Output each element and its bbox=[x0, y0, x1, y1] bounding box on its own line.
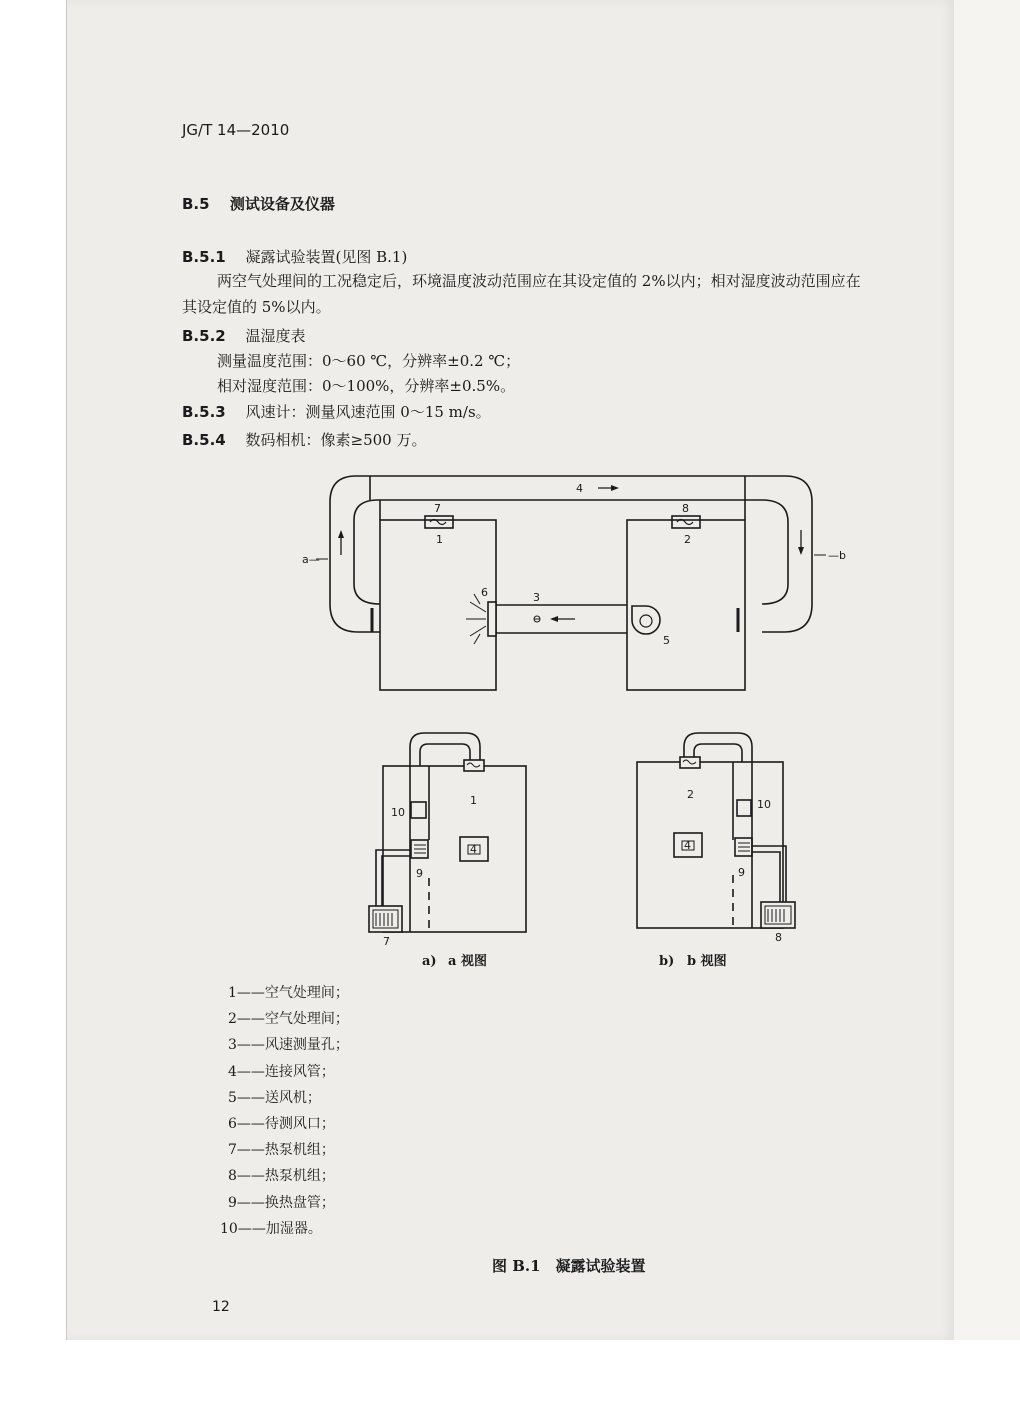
label-10: 10 bbox=[391, 806, 405, 819]
view-a-caption: a 视图 bbox=[448, 954, 487, 969]
label-9: 9 bbox=[738, 866, 745, 879]
legend-item: 4——连接风管； bbox=[228, 1063, 335, 1080]
legend-item: 8——热泵机组； bbox=[228, 1168, 335, 1185]
section-number: B.5 bbox=[182, 195, 210, 213]
clause-number: B.5.3 bbox=[182, 403, 226, 421]
section-title: 测试设备及仪器 bbox=[229, 195, 335, 213]
view-a-letter: a) bbox=[422, 954, 437, 969]
legend-item: 3——风速测量孔； bbox=[228, 1037, 349, 1054]
clause-number: B.5.1 bbox=[182, 248, 226, 266]
legend-item: 5——送风机； bbox=[228, 1089, 321, 1106]
label-6: 6 bbox=[481, 586, 488, 599]
figure-caption: 图 B.1 凝露试验装置 bbox=[492, 1257, 646, 1275]
clause-b51-text: 两空气处理间的工况稳定后，环境温度波动范围应在其设定值的 2%以内；相对湿度波动范围应在 bbox=[217, 272, 861, 290]
heat-pump-fan-7-icon bbox=[425, 516, 453, 528]
label-2: 2 bbox=[684, 533, 691, 546]
label-9: 9 bbox=[416, 867, 423, 880]
label-a: a— bbox=[302, 553, 320, 566]
connecting-duct bbox=[330, 476, 812, 632]
clause-b52-text2: 相对湿度范围：0～100%，分辨率±0.5%。 bbox=[217, 377, 516, 395]
legend-item: 1——空气处理间； bbox=[228, 985, 349, 1001]
legend-item: 2——空气处理间； bbox=[228, 1011, 349, 1028]
blower-icon bbox=[632, 606, 660, 634]
page-number: 12 bbox=[212, 1299, 230, 1315]
label-2: 2 bbox=[687, 788, 694, 801]
heat-exchange-coil-icon bbox=[735, 838, 752, 856]
clause-b52-text: 测量温度范围：0～60 ℃，分辨率±0.2 ℃； bbox=[217, 352, 521, 370]
label-3: 3 bbox=[533, 591, 540, 604]
view-b-caption: b 视图 bbox=[687, 954, 727, 969]
air-velocity-hole-icon bbox=[534, 616, 540, 622]
clause-b51-text-cont: 其设定值的 5%以内。 bbox=[182, 298, 331, 316]
view-b bbox=[637, 733, 795, 928]
label-4: 4 bbox=[684, 839, 691, 852]
legend-item: 10——加湿器。 bbox=[220, 1220, 322, 1237]
humidifier-icon bbox=[411, 802, 426, 818]
label-7: 7 bbox=[383, 935, 390, 948]
clause-text: 数码相机：像素≥500 万。 bbox=[245, 431, 427, 449]
clause-number: B.5.4 bbox=[182, 431, 226, 449]
view-b-letter: b) bbox=[659, 954, 675, 969]
label-8: 8 bbox=[775, 931, 782, 944]
heat-exchange-coil-icon bbox=[411, 840, 428, 858]
standard-header: JG/T 14—2010 bbox=[182, 121, 290, 139]
label-7: 7 bbox=[434, 502, 441, 515]
label-1: 1 bbox=[470, 794, 477, 807]
label-4: 4 bbox=[576, 482, 583, 495]
legend-item: 7——热泵机组； bbox=[228, 1142, 335, 1159]
humidifier-icon bbox=[737, 800, 751, 816]
label-4: 4 bbox=[470, 843, 477, 856]
view-a bbox=[369, 733, 526, 932]
test-vent-rays-icon bbox=[466, 594, 486, 644]
clause-text: 风速计：测量风速范围 0～15 m/s。 bbox=[245, 403, 491, 421]
heat-pump-unit-8-icon bbox=[761, 902, 795, 928]
figure-legend bbox=[220, 980, 349, 1242]
clause-number: B.5.2 bbox=[182, 327, 226, 345]
legend-item: 6——待测风口； bbox=[228, 1116, 335, 1133]
label-5: 5 bbox=[663, 634, 670, 647]
heat-pump-fan-8-icon bbox=[672, 516, 700, 528]
label-10: 10 bbox=[757, 798, 771, 811]
label-8: 8 bbox=[682, 502, 689, 515]
heat-pump-unit-7-icon bbox=[369, 906, 402, 932]
clause-title: 温湿度表 bbox=[245, 327, 306, 345]
legend-item: 9——换热盘管； bbox=[228, 1194, 335, 1211]
clause-title: 凝露试验装置(见图 B.1) bbox=[245, 248, 408, 266]
label-b: —b bbox=[828, 549, 846, 562]
label-1: 1 bbox=[436, 533, 443, 546]
